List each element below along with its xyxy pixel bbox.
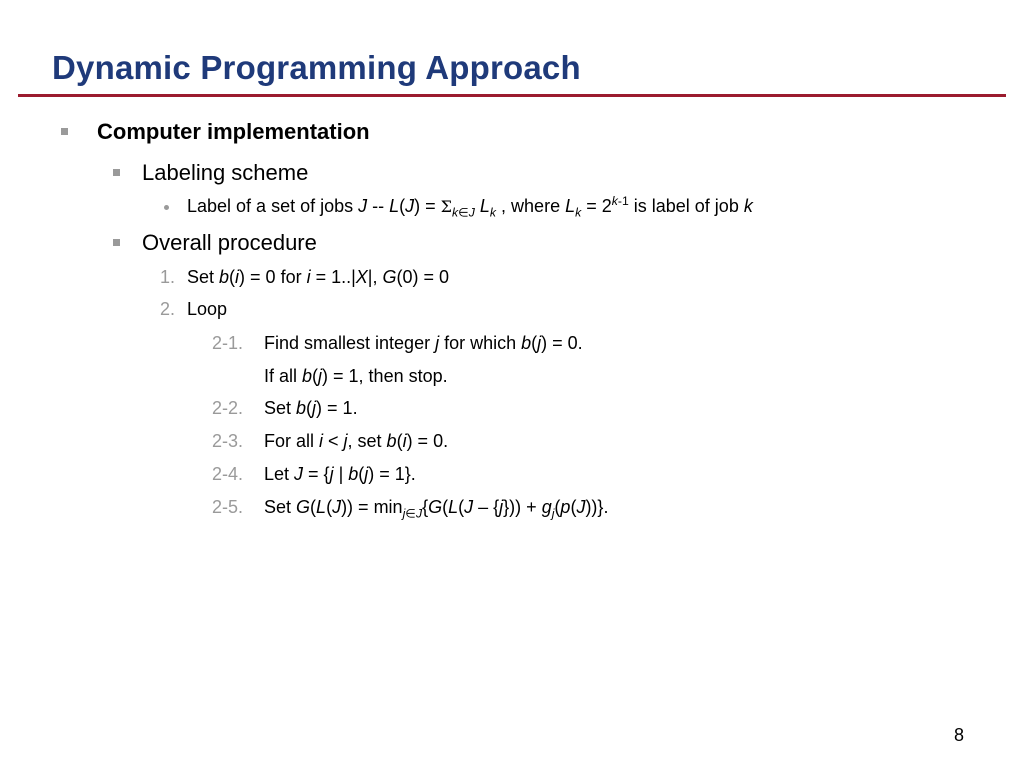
slide-title: Dynamic Programming Approach xyxy=(52,49,581,86)
substep-2-2-text: Set b(j) = 1. xyxy=(264,398,358,418)
substep-number: 2-5. xyxy=(212,497,244,517)
step-1-text: Set b(i) = 0 for i = 1..|X|, G(0) = 0 xyxy=(187,267,450,287)
step-number: 2. xyxy=(160,299,176,319)
substep-number: 2-4. xyxy=(212,464,244,484)
substep-2-1-text: Find smallest integer j for which b(j) = 0. xyxy=(264,333,583,353)
substep-2-4-text: Let J = {j | b(j) = 1}. xyxy=(264,464,416,484)
heading-computer-implementation: Computer implementation xyxy=(97,119,370,144)
page-number: 8 xyxy=(954,725,965,745)
substep-number: 2-2. xyxy=(212,398,244,418)
step-number: 1. xyxy=(160,267,176,287)
bullet-square-icon xyxy=(113,169,120,176)
item-overall-procedure: Overall procedure xyxy=(142,230,317,255)
labeling-detail: Label of a set of jobs $J -- L(J) = \Sigma_{k\in J}$ $L_k$ , where $L_k = 2^{k-1}$ is label of job k xyxy=(187,194,753,220)
substep-number: 2-3. xyxy=(212,431,244,451)
substep-number: 2-1. xyxy=(212,333,244,353)
step-2-text: Loop xyxy=(187,299,228,319)
bullet-dot-icon xyxy=(164,205,169,210)
item-labeling-scheme: Labeling scheme xyxy=(142,160,309,185)
bullet-square-icon xyxy=(113,239,120,246)
substep-2-5-text: Set $G(L(J)) = \min_{j\in J}\{G(L(J - \{j\})) + g_j(p(J))\}$. xyxy=(264,497,609,521)
substep-2-3-text: For all i < j, set b(i) = 0. xyxy=(264,431,449,451)
title-divider xyxy=(18,94,1006,97)
substep-2-1-continuation: If all b(j) = 1, then stop. xyxy=(264,366,448,386)
bullet-square-icon xyxy=(61,128,68,135)
